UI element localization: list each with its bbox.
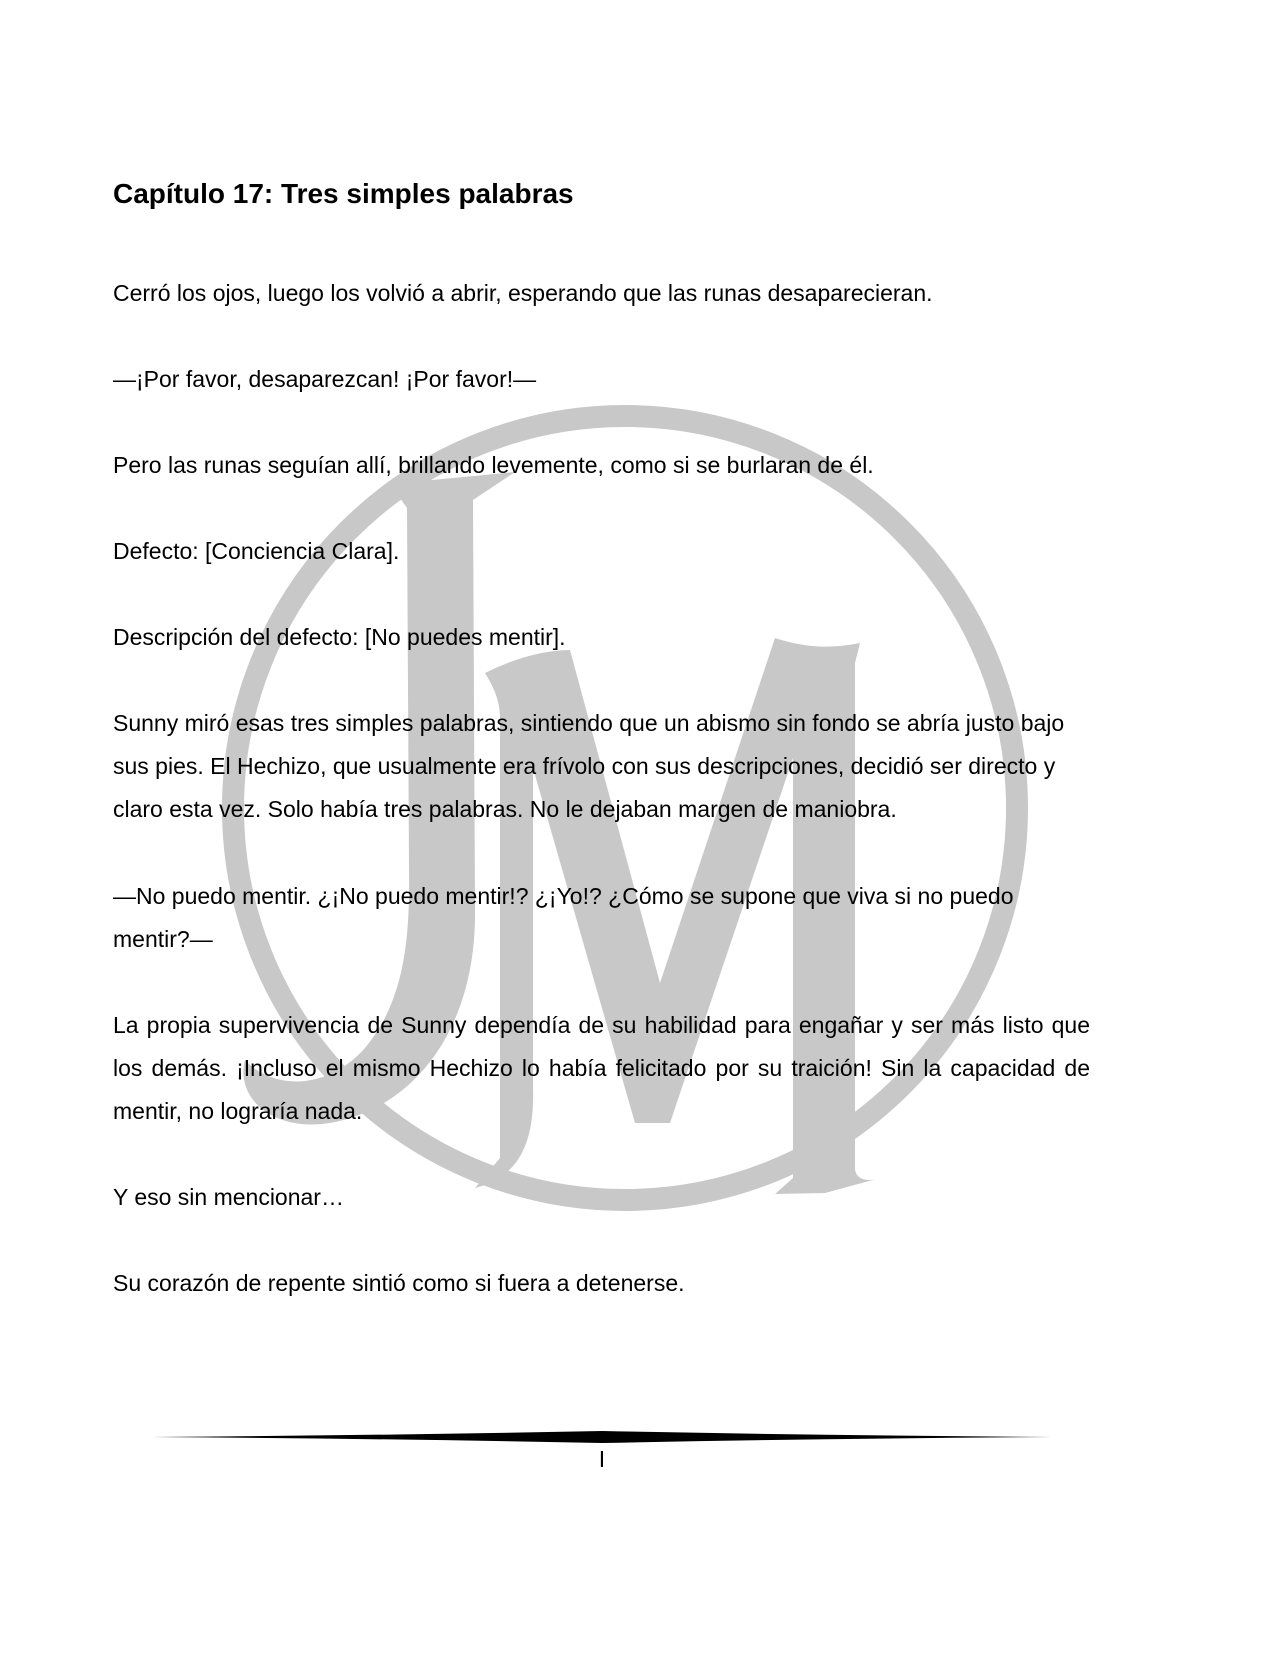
paragraph: Cerró los ojos, luego los volvió a abrir, esperando que las runas desaparecieran.	[113, 280, 933, 306]
paragraph: Y eso sin mencionar…	[113, 1184, 344, 1210]
paragraph: Defecto: [Conciencia Clara].	[113, 538, 400, 564]
paragraph: Descripción del defecto: [No puedes mentir].	[113, 624, 566, 650]
page-number: I	[598, 1446, 606, 1472]
paragraph: —¡Por favor, desaparezcan! ¡Por favor!—	[113, 366, 537, 392]
footer-divider	[152, 1430, 1052, 1444]
paragraph: Su corazón de repente sintió como si fuera a detenerse.	[113, 1270, 685, 1296]
paragraph: Pero las runas seguían allí, brillando levemente, como si se burlaran de él.	[113, 452, 874, 478]
paragraph: Sunny miró esas tres simples palabras, sintiendo que un abismo sin fondo se abría justo bajo sus pies. El Hechizo, que usualmente era frívolo con sus descripciones, decidió ser directo y claro esta vez. Solo había tres palabras. No le dejaban margen de maniobra.	[113, 710, 1065, 822]
paragraph: —No puedo mentir. ¿¡No puedo mentir!? ¿¡Yo!? ¿Cómo se supone que viva si no puedo mentir?—	[113, 883, 1014, 952]
paragraph: La propia supervivencia de Sunny dependía de su habilidad para engañar y ser más listo que los demás. ¡Incluso el mismo Hechizo lo había felicitado por su traición! Sin la capacidad de mentir, no lograría nada.	[113, 1012, 1090, 1124]
chapter-title: Capítulo 17: Tres simples palabras	[113, 178, 574, 209]
